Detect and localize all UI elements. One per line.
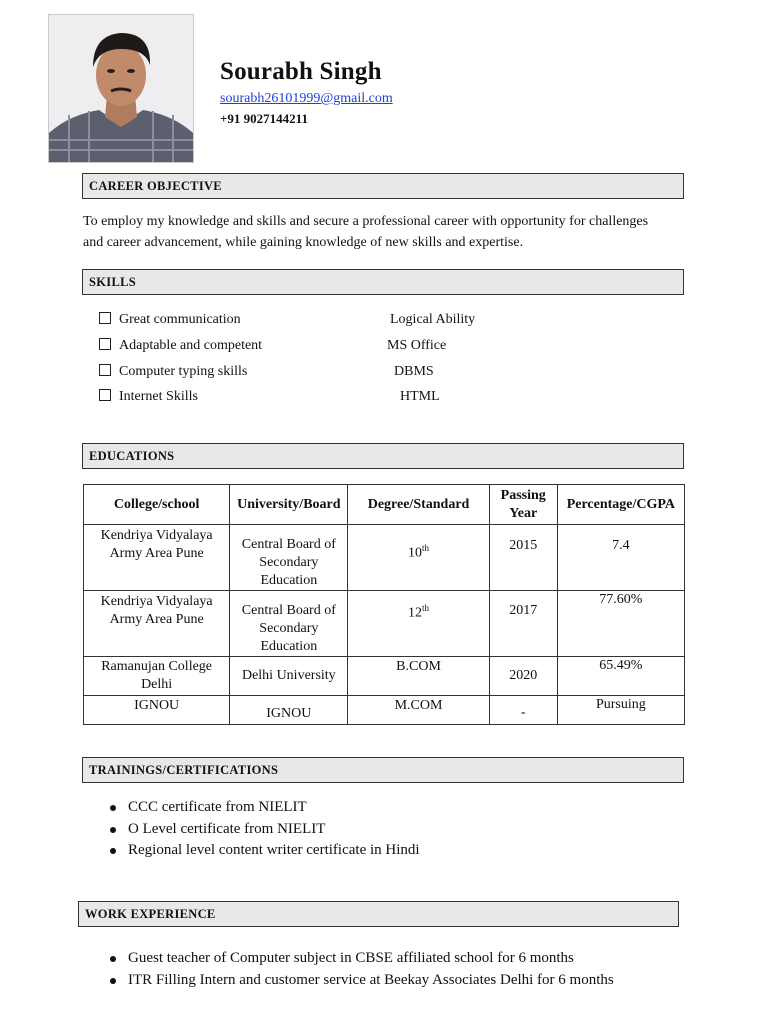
section-career-objective: CAREER OBJECTIVE (82, 173, 684, 199)
table-cell: M.COM (348, 696, 489, 725)
section-skills: SKILLS (82, 269, 684, 295)
table-cell: Central Board of Secondary Education (230, 525, 348, 591)
table-cell: IGNOU (230, 696, 348, 725)
table-cell: Delhi University (230, 657, 348, 696)
skill-item: Great communication (99, 312, 241, 328)
column-header: Percentage/CGPA (557, 485, 684, 525)
table-cell: 7.4 (557, 525, 684, 591)
candidate-name: Sourabh Singh (220, 58, 382, 85)
skill-item: Adaptable and competent (99, 338, 262, 354)
column-header: University/Board (230, 485, 348, 525)
phone-number: +91 9027144211 (220, 111, 308, 126)
table-row (84, 657, 685, 696)
skill-item-right: HTML (400, 389, 440, 404)
trainings-list (104, 797, 420, 862)
checkbox-icon (99, 312, 111, 324)
column-header: College/school (84, 485, 230, 525)
table-cell: Kendriya Vidyalaya Army Area Pune (84, 591, 230, 657)
table-row (84, 525, 685, 591)
table-cell: IGNOU (84, 696, 230, 725)
column-header: Degree/Standard (348, 485, 489, 525)
table-cell: Pursuing (557, 696, 684, 725)
table-cell: Ramanujan College Delhi (84, 657, 230, 696)
objective-line-2: and career advancement, while gaining knowledge of new skills and expertise. (83, 235, 524, 250)
table-cell: 2017 (489, 591, 557, 657)
column-header: Passing Year (489, 485, 557, 525)
table-cell: 10th (348, 525, 489, 591)
table-cell: - (489, 696, 557, 725)
section-educations: EDUCATIONS (82, 443, 684, 469)
objective-text (83, 211, 693, 253)
checkbox-icon (99, 389, 111, 401)
list-item: CCC certificate from NIELIT (104, 797, 420, 819)
table-cell: Kendriya Vidyalaya Army Area Pune (84, 525, 230, 591)
table-cell: 65.49% (557, 657, 684, 696)
table-cell: 77.60% (557, 591, 684, 657)
table-cell: 2020 (489, 657, 557, 696)
checkbox-icon (99, 364, 111, 376)
list-item: Regional level content writer certificate in Hindi (104, 840, 420, 862)
profile-photo (48, 14, 194, 163)
checkbox-icon (99, 338, 111, 350)
section-work-experience: WORK EXPERIENCE (78, 901, 679, 927)
table-row (84, 591, 685, 657)
table-cell: Central Board of Secondary Education (230, 591, 348, 657)
skill-item-right: MS Office (387, 338, 447, 353)
skill-item-right: DBMS (394, 364, 434, 379)
table-cell: 2015 (489, 525, 557, 591)
section-trainings: TRAININGS/CERTIFICATIONS (82, 757, 684, 783)
email-link[interactable]: sourabh26101999@gmail.com (220, 91, 393, 106)
objective-line-1: To employ my knowledge and skills and secure a professional career with opportunity for challenges (83, 214, 649, 229)
table-header-row (84, 485, 685, 525)
education-table (83, 484, 685, 725)
table-row (84, 696, 685, 725)
table-cell: B.COM (348, 657, 489, 696)
list-item: O Level certificate from NIELIT (104, 819, 420, 841)
skill-item-right: Logical Ability (390, 312, 476, 327)
table-cell: 12th (348, 591, 489, 657)
skill-item: Computer typing skills (99, 364, 247, 380)
work-list (104, 948, 614, 991)
skill-item: Internet Skills (99, 389, 198, 405)
list-item: Guest teacher of Computer subject in CBSE affiliated school for 6 months (104, 948, 614, 970)
list-item: ITR Filling Intern and customer service at Beekay Associates Delhi for 6 months (104, 970, 614, 992)
